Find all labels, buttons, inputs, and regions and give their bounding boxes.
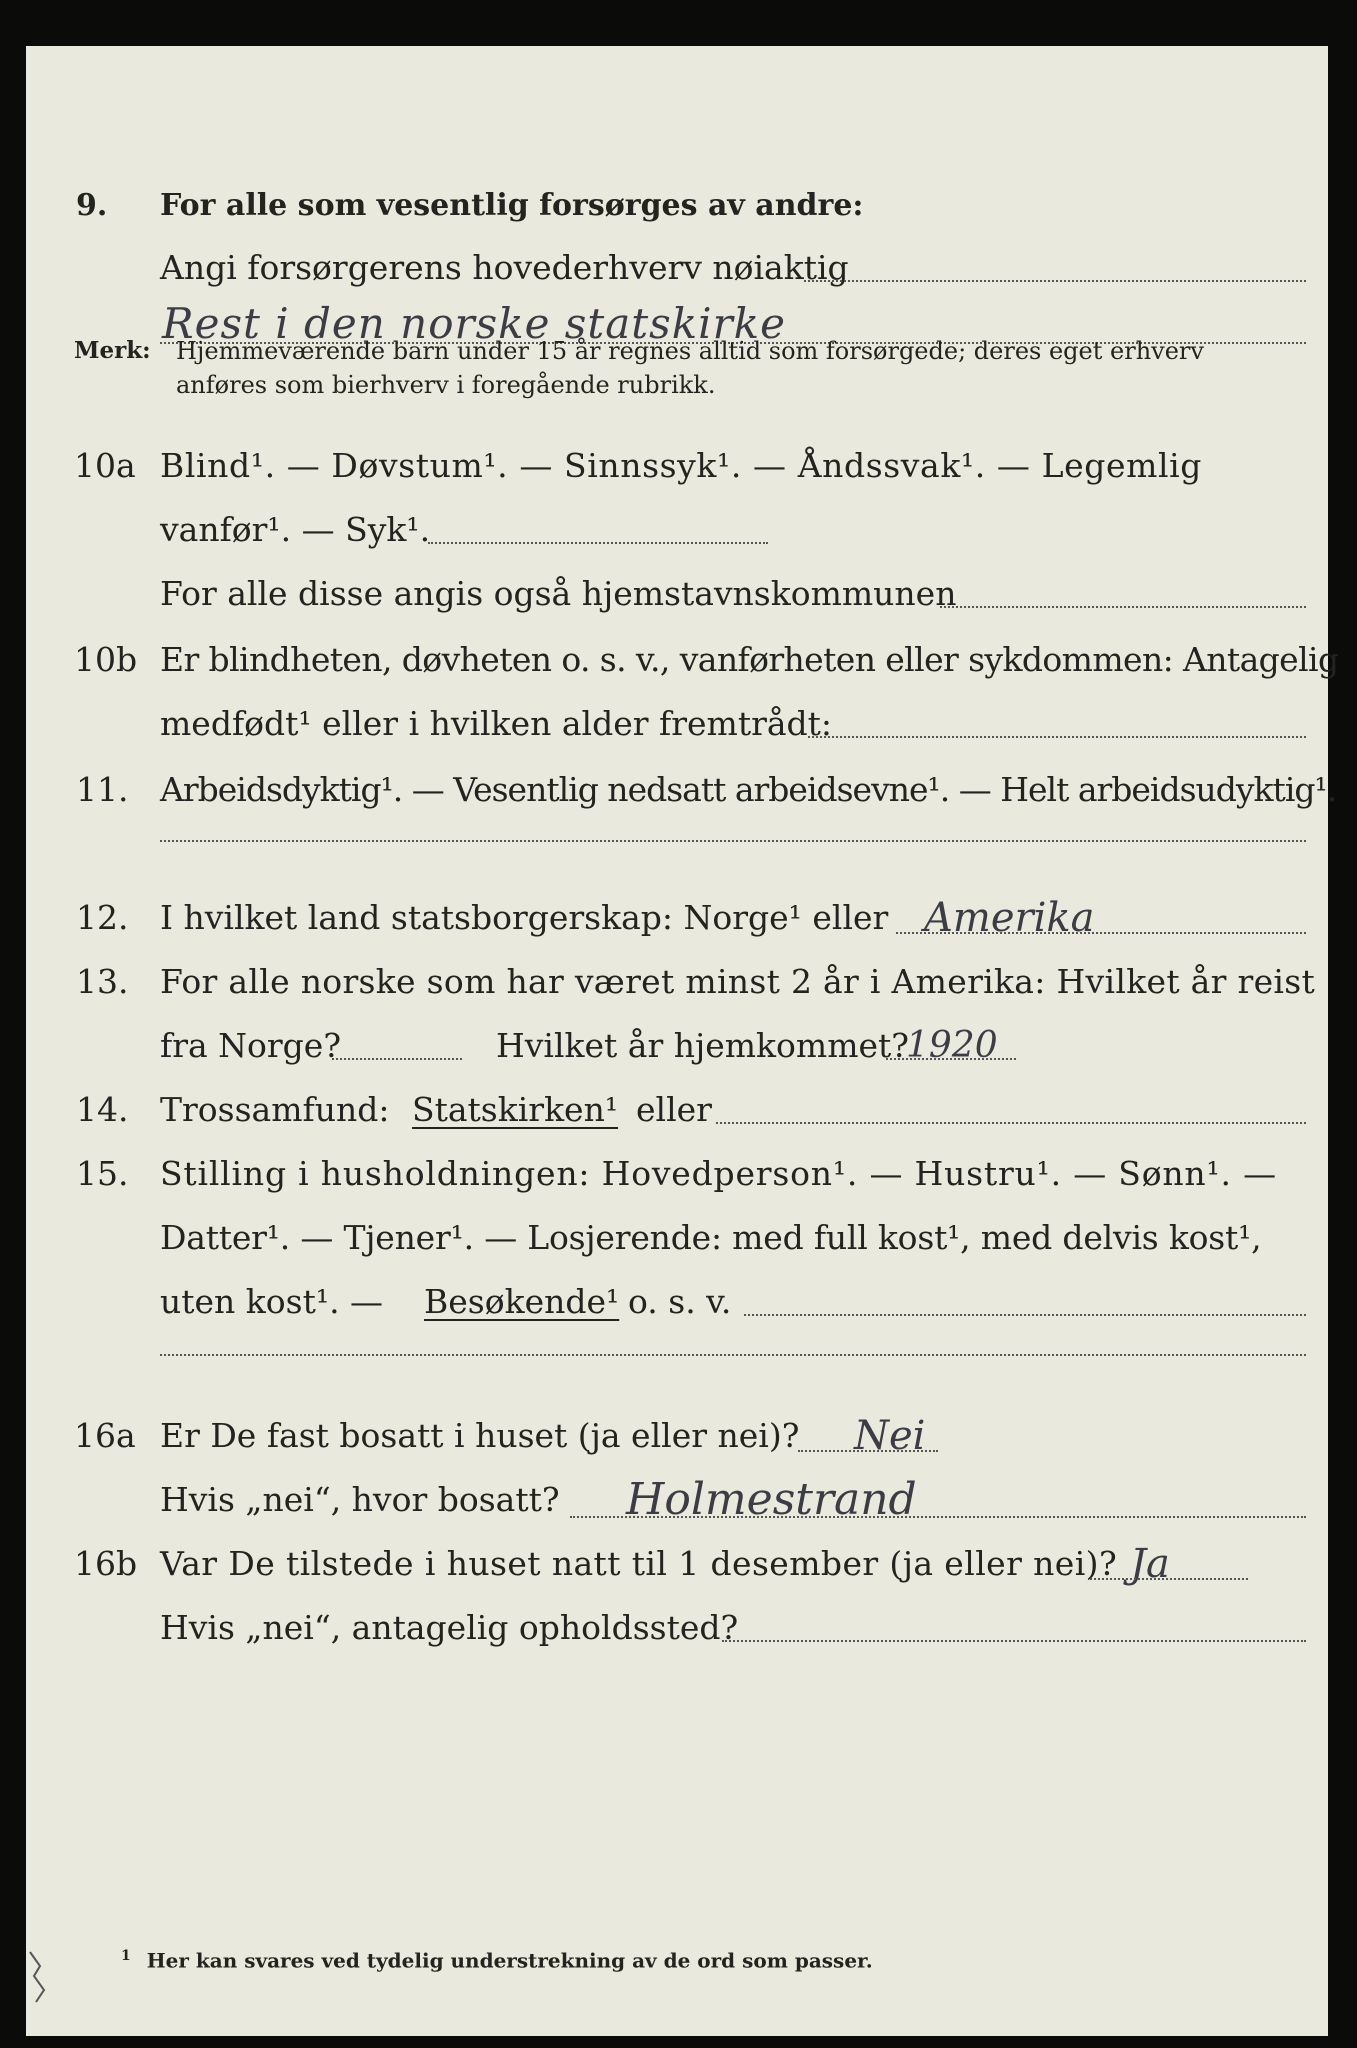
q16a-hvor-dotted-line <box>570 1516 1306 1518</box>
q10a-line-3: For alle disse angis også hjemstavnskommunen <box>160 574 957 613</box>
q10b-number: 10b <box>74 640 138 679</box>
q15-row-3 <box>26 1278 1328 1326</box>
ink-mark-icon <box>26 1946 56 2006</box>
merk-label: Merk: <box>74 337 151 364</box>
q10a-kommune-dotted-line <box>940 606 1306 608</box>
q9-answer-handwriting: Rest i den norske statskirke <box>162 299 786 348</box>
q12-dotted-line <box>896 932 1306 934</box>
q13-hjemkommet-dotted-line <box>886 1058 1016 1060</box>
q13-row-2 <box>26 1022 1328 1070</box>
q16b-tilstede-dotted-line <box>1090 1578 1248 1580</box>
q15-row-2 <box>26 1214 1328 1262</box>
q15-option-besokende: Besøkende¹ <box>424 1282 620 1321</box>
q16a-answer2-handwriting: Holmestrand <box>626 1474 917 1525</box>
q16a-row-2 <box>26 1476 1328 1524</box>
q15-row-1 <box>26 1150 1328 1198</box>
q10b-row-2 <box>26 700 1328 748</box>
q12-number: 12. <box>76 898 129 937</box>
q13-label-left: fra Norge? <box>160 1026 342 1065</box>
merk-line-2: anføres som bierhverv i foregående rubrikk. <box>176 371 716 399</box>
q14-row <box>26 1086 1328 1134</box>
q13-answer-year-handwriting: 1920 <box>906 1025 998 1066</box>
q10a-row-2 <box>26 506 1328 554</box>
q10b-line-1: Er blindheten, døvheten o. s. v., vanførheten eller sykdommen: Antagelig <box>160 640 1339 679</box>
q10b-dotted-line <box>808 736 1306 738</box>
q13-reist-dotted-line <box>332 1058 462 1060</box>
q16a-number: 16a <box>74 1416 136 1455</box>
q9-label-dotted-line <box>804 280 1306 282</box>
q9-number: 9. <box>76 188 108 223</box>
merk-row-1 <box>26 334 1328 368</box>
q16a-bosatt-dotted-line <box>798 1450 938 1452</box>
q14-label: Trossamfund: <box>160 1090 390 1129</box>
merk-row-2 <box>26 368 1328 402</box>
q11-row <box>26 766 1337 814</box>
q16a-answer1-handwriting: Nei <box>854 1413 926 1459</box>
q16b-row-1 <box>26 1540 1328 1588</box>
q13-label-right: Hvilket år hjemkommet? <box>496 1026 909 1065</box>
q16b-row-2 <box>26 1604 1328 1652</box>
q14-option-statskirken: Statskirken¹ <box>412 1090 619 1129</box>
q10b-line-2: medfødt¹ eller i hvilken alder fremtrådt: <box>160 704 833 743</box>
q15-line-3b: o. s. v. <box>628 1282 732 1321</box>
q13-number: 13. <box>76 962 129 1001</box>
q9-label-row <box>26 244 1328 292</box>
q15-number: 15. <box>76 1154 129 1193</box>
q9-heading: For alle som vesentlig forsørges av andre: <box>160 188 864 223</box>
footnote-text: Her kan svares ved tydelig understrekning av de ord som passer. <box>146 1948 873 1973</box>
q16b-opholdssted-dotted-line <box>722 1640 1306 1642</box>
q15-answer-dotted-line <box>160 1354 1306 1356</box>
q10a-number: 10a <box>74 446 136 485</box>
q10b-row-1 <box>26 636 1339 684</box>
q14-suffix: eller <box>636 1090 712 1129</box>
q13-row-1 <box>26 958 1328 1006</box>
q16b-number: 16b <box>74 1544 138 1583</box>
q12-label: I hvilket land statsborgerskap: Norge¹ eller <box>160 898 889 937</box>
q13-line-1: For alle norske som har været minst 2 år i Amerika: Hvilket år reist <box>160 962 1316 1001</box>
q11-line-1: Arbeidsdyktig¹. — Vesentlig nedsatt arbeidsevne¹. — Helt arbeidsudyktig¹. <box>160 770 1337 809</box>
q16b-line-1: Var De tilstede i huset natt til 1 desember (ja eller nei)? <box>160 1544 1118 1583</box>
q15-dotted-line <box>744 1314 1306 1316</box>
q15-line-1: Stilling i husholdningen: Hovedperson¹. — Hustru¹. — Sønn¹. — <box>160 1154 1277 1193</box>
footnote-marker: 1 <box>121 1948 131 1964</box>
q14-dotted-line <box>716 1122 1306 1124</box>
q12-row <box>26 894 1328 942</box>
q10a-line-1: Blind¹. — Døvstum¹. — Sinnssyk¹. — Åndssvak¹. — Legemlig <box>160 446 1203 485</box>
q16a-line-1: Er De fast bosatt i huset (ja eller nei)? <box>160 1416 800 1455</box>
census-form-page <box>26 46 1339 2036</box>
q14-number: 14. <box>76 1090 129 1129</box>
q10a-syk-dotted-line <box>428 542 768 544</box>
footnote <box>121 1942 873 1975</box>
q10a-line-2: vanfør¹. — Syk¹. <box>160 510 431 549</box>
q12-answer-handwriting: Amerika <box>924 895 1095 941</box>
q15-line-2: Datter¹. — Tjener¹. — Losjerende: med full kost¹, med delvis kost¹, <box>160 1218 1262 1257</box>
q16b-line-2: Hvis „nei“, antagelig opholdssted? <box>160 1608 739 1647</box>
merk-line-1: Hjemmeværende barn under 15 år regnes alltid som forsørgede; deres eget erhverv <box>176 337 1204 365</box>
q11-number: 11. <box>76 770 129 809</box>
q10a-row-3 <box>26 570 1328 618</box>
q15-line-3a: uten kost¹. — <box>160 1282 384 1321</box>
q16a-row-1 <box>26 1412 1328 1460</box>
q9-label: Angi forsørgerens hovederhverv nøiaktig <box>160 248 849 287</box>
q11-answer-dotted-line <box>160 840 1306 842</box>
q10a-row-1 <box>26 442 1328 490</box>
q16a-line-2: Hvis „nei“, hvor bosatt? <box>160 1480 560 1519</box>
q16b-answer1-handwriting: Ja <box>1130 1541 1170 1587</box>
q9-heading-row <box>26 182 1328 230</box>
